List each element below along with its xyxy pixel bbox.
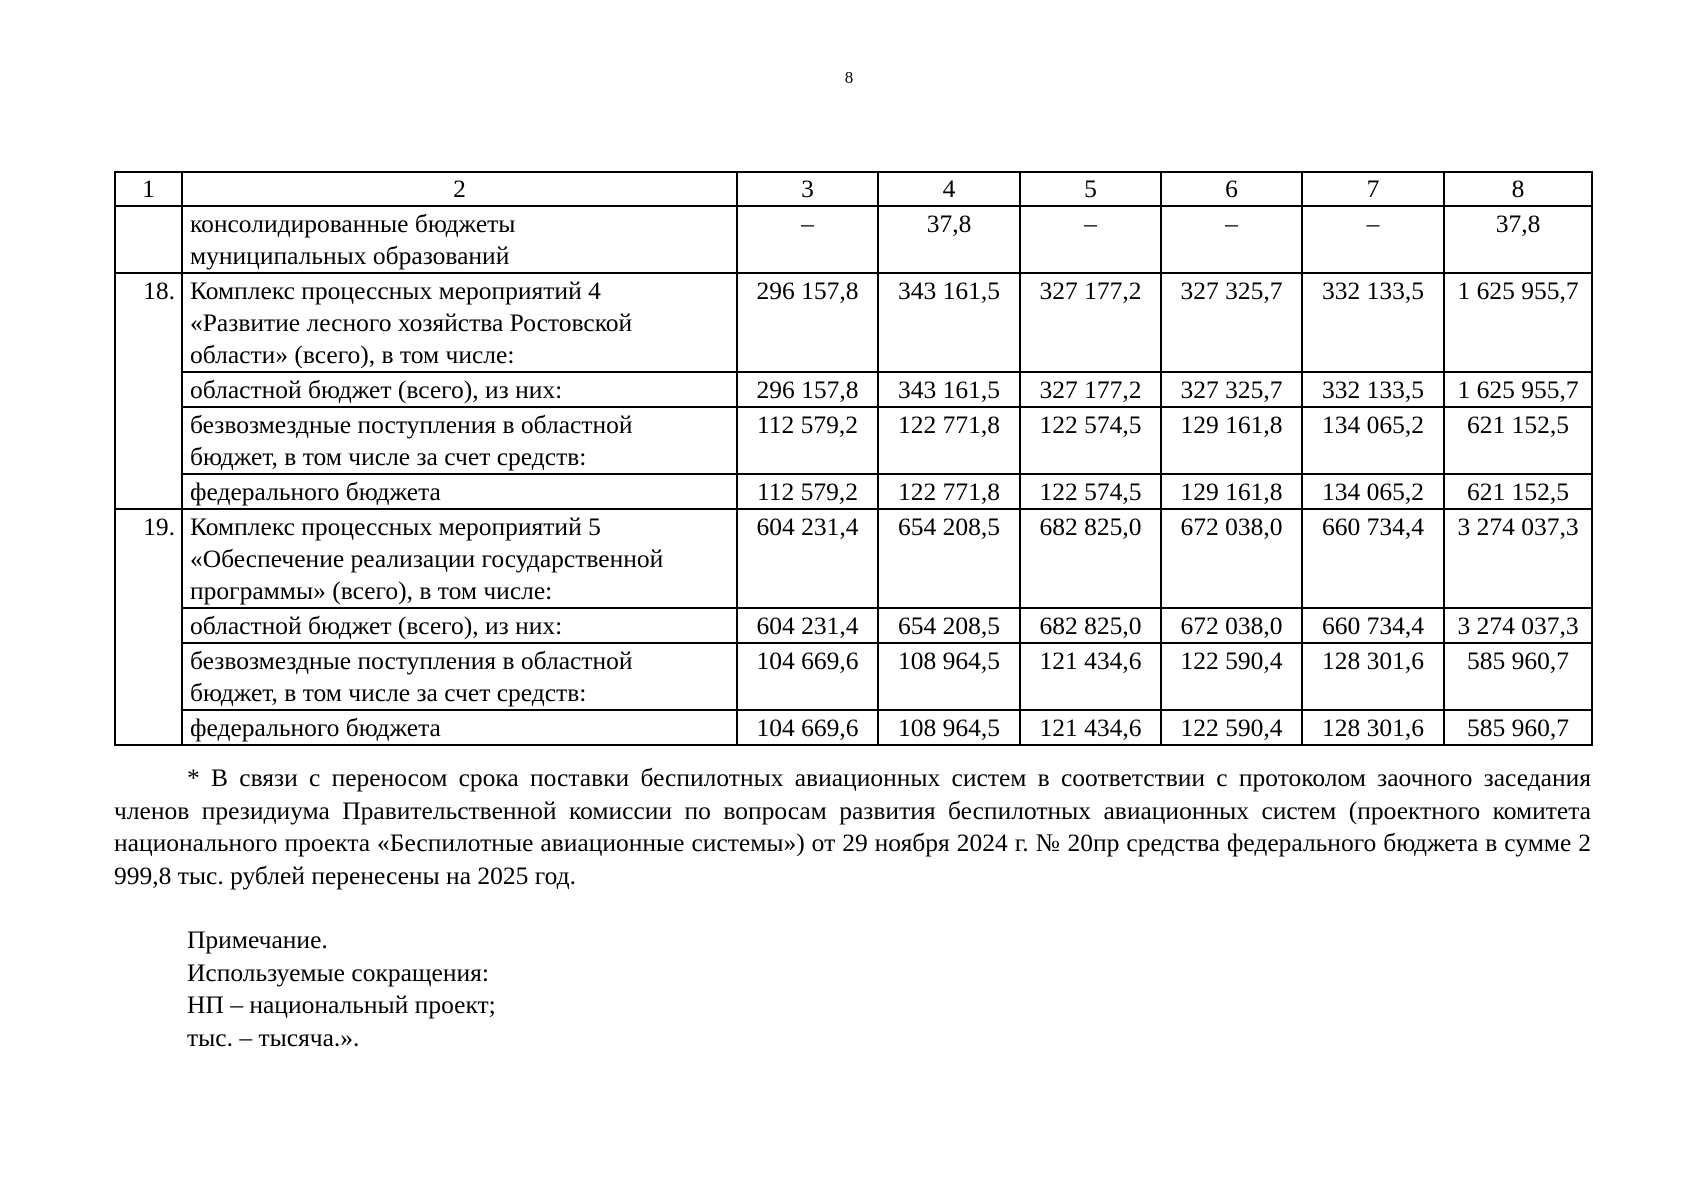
row-label-line: безвозмездные поступления в областной <box>190 410 633 439</box>
table-row <box>115 206 1592 273</box>
row-label-line: «Обеспечение реализации государственной <box>190 544 664 573</box>
row-label <box>182 372 737 407</box>
header-cell: 2 <box>182 172 737 206</box>
row-label-line: бюджет, в том числе за счет средств: <box>190 442 587 471</box>
row-number-cell: 19. <box>115 509 182 745</box>
row-number-cell: 18. <box>115 273 182 509</box>
row-label <box>182 474 737 509</box>
value-cell: 672 038,0 <box>1161 608 1302 643</box>
value-cell: 682 825,0 <box>1020 509 1161 608</box>
note-block <box>187 924 496 1054</box>
row-label-line: федерального бюджета <box>190 477 441 506</box>
row-label-line: бюджет, в том числе за счет средств: <box>190 678 587 707</box>
budget-table <box>114 171 1593 746</box>
table-row <box>115 474 1592 509</box>
value-cell: 112 579,2 <box>737 407 878 474</box>
header-cell: 7 <box>1302 172 1444 206</box>
value-cell: 108 964,5 <box>878 643 1020 710</box>
table-row <box>115 509 1592 608</box>
value-cell: 37,8 <box>1444 206 1592 273</box>
row-label <box>182 407 737 474</box>
value-cell: 327 325,7 <box>1161 372 1302 407</box>
row-label-line: муниципальных образований <box>190 241 510 270</box>
row-label-line: областной бюджет (всего), из них: <box>190 375 563 404</box>
value-cell: – <box>737 206 878 273</box>
value-cell: 128 301,6 <box>1302 710 1444 745</box>
row-label <box>182 206 737 273</box>
table-body <box>115 172 1592 745</box>
value-cell: – <box>1302 206 1444 273</box>
row-label-line: Комплекс процессных мероприятий 4 <box>190 276 601 305</box>
value-cell: 604 231,4 <box>737 608 878 643</box>
value-cell: 604 231,4 <box>737 509 878 608</box>
value-cell: 3 274 037,3 <box>1444 608 1592 643</box>
row-label-line: программы» (всего), в том числе: <box>190 576 553 605</box>
value-cell: 134 065,2 <box>1302 407 1444 474</box>
row-label-line: Комплекс процессных мероприятий 5 <box>190 512 601 541</box>
value-cell: 108 964,5 <box>878 710 1020 745</box>
row-label-line: «Развитие лесного хозяйства Ростовской <box>190 308 633 337</box>
table-row <box>115 608 1592 643</box>
page-number: 8 <box>844 68 854 87</box>
value-cell: 654 208,5 <box>878 509 1020 608</box>
row-label-line: областной бюджет (всего), из них: <box>190 611 563 640</box>
row-number-cell <box>115 206 182 273</box>
value-cell: 332 133,5 <box>1302 273 1444 372</box>
value-cell: 660 734,4 <box>1302 509 1444 608</box>
value-cell: 129 161,8 <box>1161 474 1302 509</box>
value-cell: 332 133,5 <box>1302 372 1444 407</box>
value-cell: 327 177,2 <box>1020 273 1161 372</box>
value-cell: 121 434,6 <box>1020 643 1161 710</box>
note-line: тыс. – тысяча.». <box>187 1022 360 1052</box>
value-cell: – <box>1020 206 1161 273</box>
note-line: Используемые сокращения: <box>187 957 489 987</box>
table-row <box>115 372 1592 407</box>
header-cell: 5 <box>1020 172 1161 206</box>
value-cell: 343 161,5 <box>878 372 1020 407</box>
row-label-line: безвозмездные поступления в областной <box>190 646 633 675</box>
value-cell: 654 208,5 <box>878 608 1020 643</box>
value-cell: 296 157,8 <box>737 273 878 372</box>
row-label <box>182 273 737 372</box>
value-cell: 112 579,2 <box>737 474 878 509</box>
row-label-line: консолидированные бюджеты <box>190 209 516 238</box>
table-row <box>115 273 1592 372</box>
table-row <box>115 407 1592 474</box>
value-cell: 104 669,6 <box>737 643 878 710</box>
value-cell: 134 065,2 <box>1302 474 1444 509</box>
value-cell: 1 625 955,7 <box>1444 273 1592 372</box>
value-cell: 122 590,4 <box>1161 643 1302 710</box>
footnote: * В связи с переносом срока поставки беспилотных авиационных систем в соответствии с протоколом заочного заседания членов президиума Правительственной комиссии по вопросам развития беспилотных авиационных систем (проектного комитета национального проекта «Беспилотные авиационные системы») от 29 ноября 2024 г. № 20пр средства федерального бюджета в сумме 2 999,8 тыс. рублей перенесены на 2025 год. <box>114 763 1591 890</box>
row-label-line: федерального бюджета <box>190 713 441 742</box>
header-cell: 4 <box>878 172 1020 206</box>
row-label <box>182 710 737 745</box>
value-cell: 585 960,7 <box>1444 643 1592 710</box>
value-cell: 621 152,5 <box>1444 474 1592 509</box>
value-cell: 3 274 037,3 <box>1444 509 1592 608</box>
header-cell: 6 <box>1161 172 1302 206</box>
table-row <box>115 643 1592 710</box>
value-cell: 122 771,8 <box>878 407 1020 474</box>
header-cell: 1 <box>115 172 182 206</box>
value-cell: 37,8 <box>878 206 1020 273</box>
value-cell: 129 161,8 <box>1161 407 1302 474</box>
header-cell: 3 <box>737 172 878 206</box>
table-row <box>115 710 1592 745</box>
value-cell: 122 574,5 <box>1020 474 1161 509</box>
row-label-line: области» (всего), в том числе: <box>190 340 515 369</box>
table-header-row <box>115 172 1592 206</box>
row-label <box>182 643 737 710</box>
value-cell: 1 625 955,7 <box>1444 372 1592 407</box>
value-cell: 660 734,4 <box>1302 608 1444 643</box>
value-cell: 104 669,6 <box>737 710 878 745</box>
value-cell: 128 301,6 <box>1302 643 1444 710</box>
value-cell: 672 038,0 <box>1161 509 1302 608</box>
row-label <box>182 608 737 643</box>
value-cell: 122 574,5 <box>1020 407 1161 474</box>
value-cell: 122 590,4 <box>1161 710 1302 745</box>
value-cell: 343 161,5 <box>878 273 1020 372</box>
value-cell: 296 157,8 <box>737 372 878 407</box>
value-cell: 122 771,8 <box>878 474 1020 509</box>
note-line: НП – национальный проект; <box>187 990 496 1019</box>
value-cell: 682 825,0 <box>1020 608 1161 643</box>
value-cell: – <box>1161 206 1302 273</box>
value-cell: 621 152,5 <box>1444 407 1592 474</box>
note-title: Примечание. <box>187 925 328 954</box>
row-label <box>182 509 737 608</box>
value-cell: 585 960,7 <box>1444 710 1592 745</box>
value-cell: 121 434,6 <box>1020 710 1161 745</box>
value-cell: 327 177,2 <box>1020 372 1161 407</box>
header-cell: 8 <box>1444 172 1592 206</box>
value-cell: 327 325,7 <box>1161 273 1302 372</box>
